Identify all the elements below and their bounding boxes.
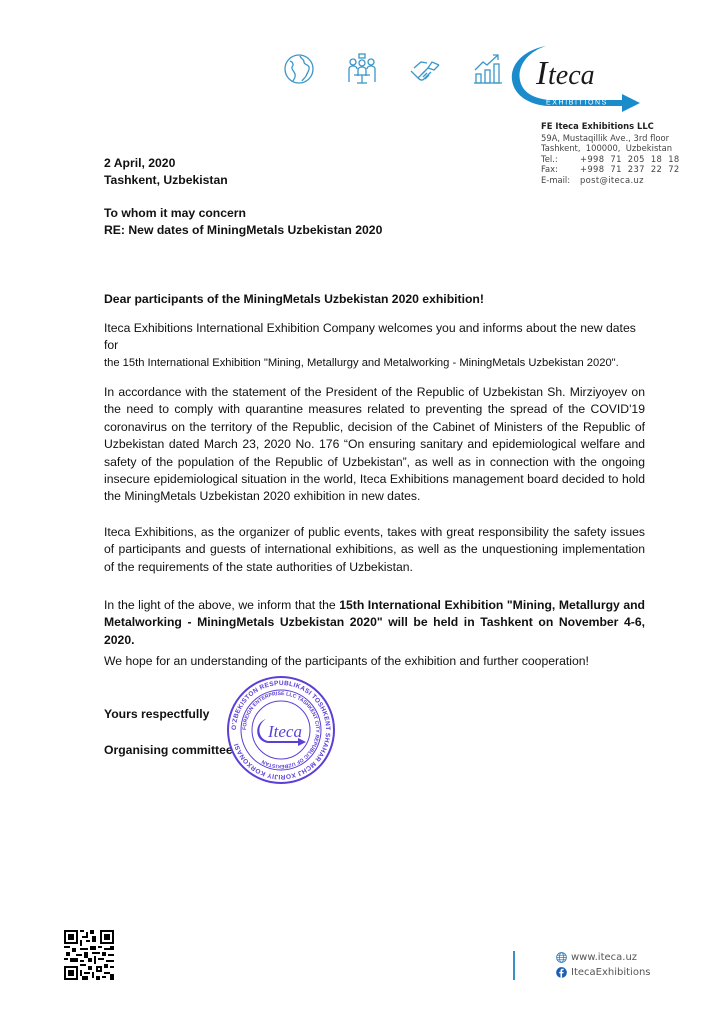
iteca-logo xyxy=(510,36,645,114)
letter-subject-block xyxy=(104,205,645,240)
footer-divider xyxy=(513,951,515,980)
facebook-icon xyxy=(556,967,567,978)
handshake-icon xyxy=(408,52,442,86)
company-name: FE Iteca Exhibitions LLC xyxy=(541,121,654,131)
paragraph-1: Iteca Exhibitions International Exhibition Company welcomes you and informs about the new dates for the 15th International Exhibition "Mining, Metallurgy and Metalworking - MiningMetals Uzbekistan 2020". xyxy=(104,321,636,369)
paragraph-3: Iteca Exhibitions, as the organizer of public events, takes with great responsibility the safety issues of participants and guests of international exhibitions, as well as the unquestioning implementation of the requirements of the state authorities of Uzbekistan. xyxy=(104,525,645,574)
growth-chart-icon xyxy=(471,52,505,86)
paragraph-2: In accordance with the statement of the President of the Republic of Uzbekistan Sh. Mirziyoyev on the need to comply with quarantine measures related to preventing the spread of the COVID'19 coronavirus on the territory of the Republic, decision of the Cabinet of Ministers of the Republic of Uzbekistan dated March 23, 2020 No. 176 “On ensuring sanitary and epidemiological welfare and safety of the population of the Republic of Uzbekistan”, as well as in connection with the ongoing insecure epidemiological situation in the world, Iteca Exhibitions management board decided to hold the MiningMetals Uzbekistan 2020 exhibition in new dates. xyxy=(104,385,645,504)
letter-date: 2 April, 2020 xyxy=(104,156,176,170)
letter-closing: Yours respectfully xyxy=(104,707,210,721)
paragraph-4: In the light of the above, we inform that the 15th International Exhibition "Mining, Metallurgy and Metalworking - MiningMetals Uzbekistan 2020" will be held in Tashkent on November 4-6, 2020. xyxy=(104,598,645,647)
contact-email: E-mail: post@iteca.uz xyxy=(541,174,644,185)
letter-place: Tashkent, Uzbekistan xyxy=(104,173,228,188)
stamp-logo-text: Iteca xyxy=(268,722,302,741)
letter-subject: RE: New dates of MiningMetals Uzbekistan 2020 xyxy=(104,223,383,238)
stamp-inner-text: FOREIGN ENTERPRISE LLC TASHKENT CITY REPUBLIC OF UZBEKISTAN xyxy=(241,690,321,770)
letter-signature: Organising committee xyxy=(104,743,233,757)
svg-text:teca: teca xyxy=(548,60,595,91)
contact-tel: Tel.: +998 71 205 18 18 xyxy=(541,153,680,164)
stamp-outer-text: O'ZBEKISTON RESPUBLIKASI TOSHKENT SHAHAR MCHJ XORIJIY KORXONASI xyxy=(230,679,332,781)
qr-code[interactable] xyxy=(64,930,114,980)
globe-icon xyxy=(556,952,567,963)
company-address-line2: Tashkent, 100000, Uzbekistan xyxy=(541,143,673,154)
footer-links xyxy=(556,950,651,980)
letter-date-place xyxy=(104,155,645,190)
meeting-icon xyxy=(345,52,379,86)
letter-greeting: Dear participants of the MiningMetals Uzbekistan 2020 exhibition! xyxy=(104,292,484,306)
header-icons xyxy=(282,52,505,86)
company-address-line1: 59A, Mustaqillik Ave., 3rd floor xyxy=(541,132,670,143)
logo-wordmark: I xyxy=(536,55,548,92)
new-dates-announcement: 15th International Exhibition "Mining, Metallurgy and Metalworking - MiningMetals Uzbekistan 2020" will be held in Tashkent on November 4-6, 2020. xyxy=(104,598,645,647)
letter-addressee: To whom it may concern xyxy=(104,206,246,220)
company-stamp xyxy=(226,675,336,785)
facebook-link[interactable]: ItecaExhibitions xyxy=(556,965,651,980)
contact-fax: Fax: +998 71 237 22 72 xyxy=(541,164,680,175)
website-link[interactable]: www.iteca.uz xyxy=(556,950,651,965)
svg-text:EXHIBITIONS: EXHIBITIONS xyxy=(546,99,608,107)
paragraph-5: We hope for an understanding of the participants of the exhibition and further cooperation! xyxy=(104,654,589,668)
globe-icon xyxy=(282,52,316,86)
